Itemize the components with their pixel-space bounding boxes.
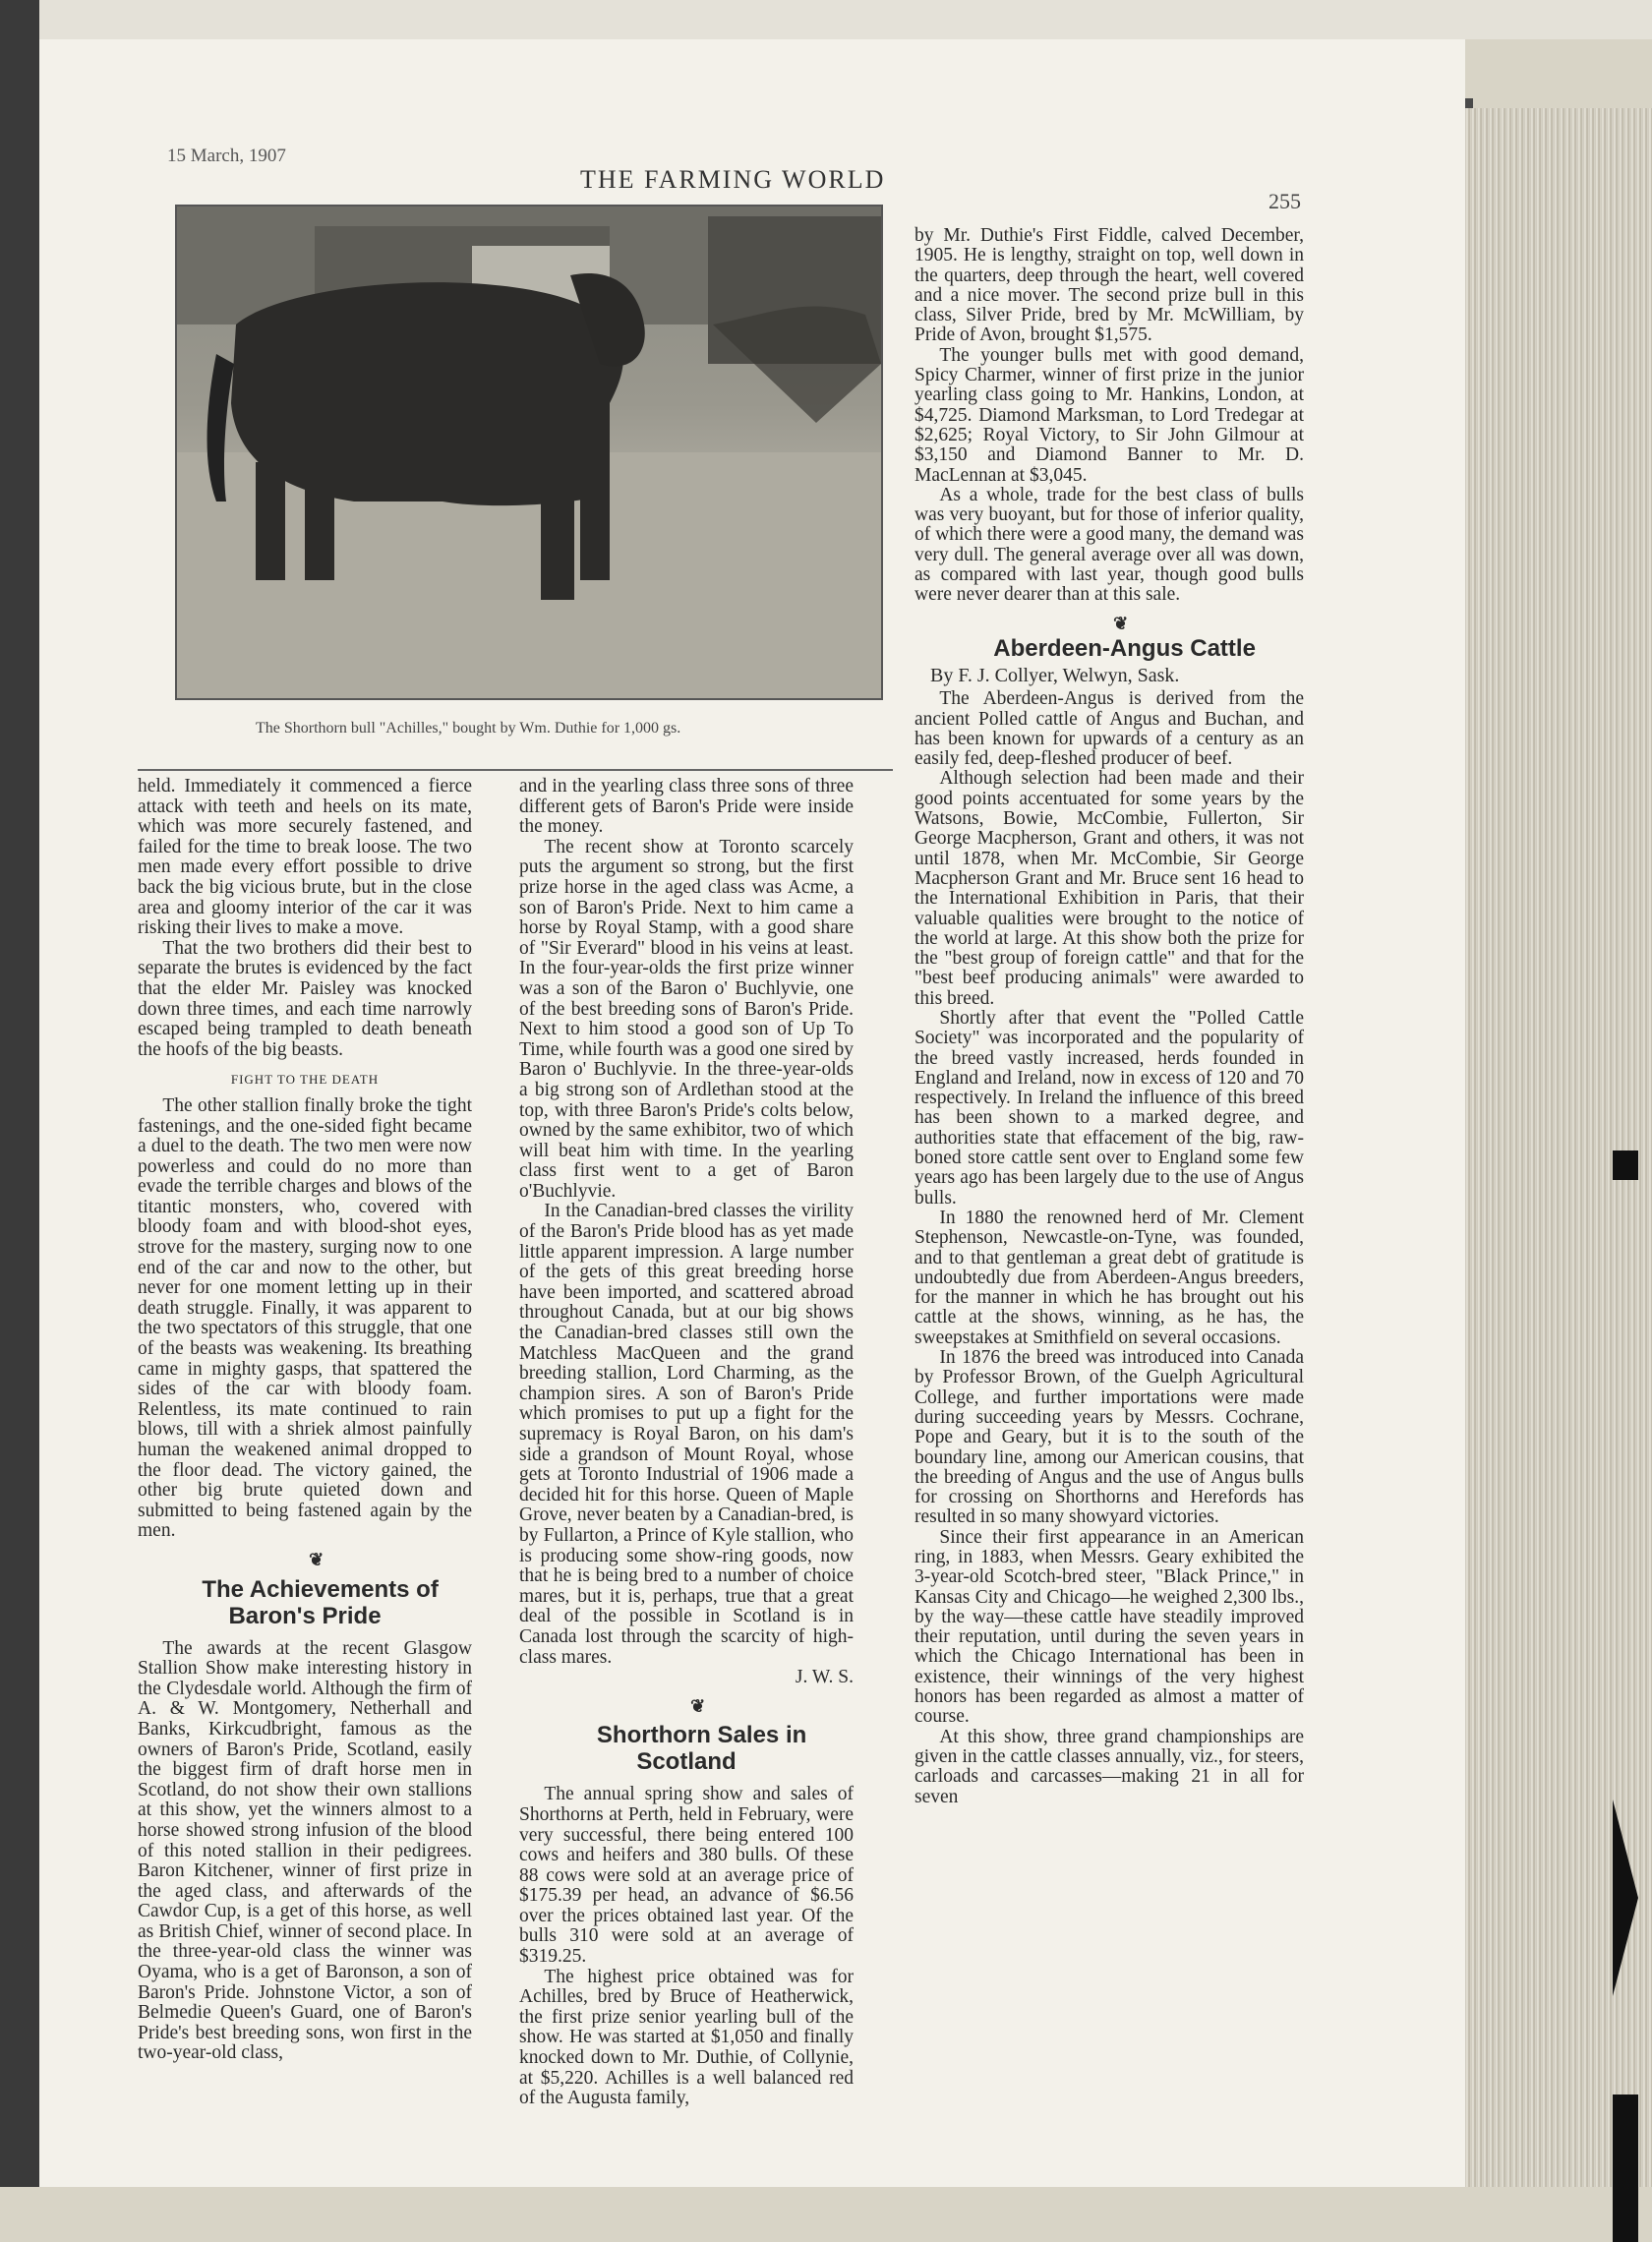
article-heading: Shorthorn Sales in Scotland xyxy=(596,1722,807,1776)
paragraph: That the two brothers did their best to separate the brutes is evidenced by the fact that the elder Mr. Paisley was knocked down three times, and each time narrowly escaped being trampled to death beneath the hoofs of the big beasts. xyxy=(138,937,472,1060)
book-page-edges xyxy=(1465,108,1652,2187)
paragraph: Although selection had been made and their good points accentuated for some years by the Watsons, Bowie, McCombie, Fullerton, Sir George Macpherson, Grant and others, it was not until 1878, when Mr. McCombie, Sir George Macpherson Grant and Mr. Bruce sent 16 head to the International Exhibition in Paris, that their valuable qualities were brought to the notice of the world at large. At this show both the prize for the "best group of foreign cattle" and that for the "best beef producing animals" were awarded to this breed. xyxy=(914,768,1304,1009)
section-ornament: ❦ xyxy=(1113,613,1129,633)
scan-left-shadow xyxy=(0,0,39,2187)
section-ornament: ❦ xyxy=(690,1695,706,1716)
paragraph: The recent show at Toronto scarcely puts the argument so strong, but the first prize horse in the aged class was Acme, a son of Baron's Pride. Next to him came a horse by Royal Stamp, with a good share of "Sir Everard" blood in his veins at least. In the four-year-olds the first prize winner was a son of the Baron o' Buchlyvie, one of the best breeding sons of Baron's Pride. Next to him stood a good son of Up To Time, while fourth was a good one sired by Baron o' Buchlyvie. In the three-year-olds a big strong son of Ardlethan stood at the top, with three Baron's Pride's colts below, owned by the same exhibitor, two of which will beat him with time. In the yearling class first went to a get of Baron o'Buchlyvie. xyxy=(519,836,854,1202)
issue-date: 15 March, 1907 xyxy=(167,146,286,166)
column-right xyxy=(914,226,1304,1807)
page-number: 255 xyxy=(1268,189,1301,213)
edge-mark xyxy=(1613,2094,1638,2242)
column-left xyxy=(138,777,472,2064)
subheading: FIGHT TO THE DEATH xyxy=(230,1072,380,1088)
paragraph: In 1876 the breed was introduced into Canada by Professor Brown, of the Guelph Agricultural College, and further importations were made during succeeding years by Messrs. Cochrane, Pope and Geary, but it is to the south of the boundary line, among our American cousins, that the breeding of Angus and the use of Angus bulls for crossing on Shorthorns and Herefords has resulted in so many showyard victories. xyxy=(914,1347,1304,1528)
article-byline: By F. J. Collyer, Welwyn, Sask. xyxy=(930,664,1180,686)
column-middle xyxy=(519,777,854,2109)
photo-caption: The Shorthorn bull "Achilles," bought by Wm. Duthie for 1,000 gs. xyxy=(256,720,681,737)
edge-mark xyxy=(1613,1150,1638,1180)
horizontal-rule xyxy=(138,769,893,771)
article-signature: J. W. S. xyxy=(795,1667,854,1688)
paragraph: The other stallion finally broke the tight fastenings, and the one-sided fight became a duel to the death. The two men were now powerless and could do no more than evade the terrible charges and blows of the titantic monsters, who, covered with bloody foam and with blood-shot eyes, strove for the mastery, surging now to one end of the car and now to the other, but never for one moment letting up in their death struggle. Finally, it was apparent to the two spectators of this struggle, that one of the beasts was weakening. Its breathing came in mighty gasps, that spattered the sides of the car with bloody foam. Relentless, its mate continued to rain blows, till with a shriek almost painfully human the weakened animal dropped to the floor dead. The victory gained, the other big brute quieted down and submitted to being fastened again by the men. xyxy=(138,1094,472,1542)
paragraph: In 1880 the renowned herd of Mr. Clement Stephenson, Newcastle-on-Tyne, was founded, and to that gentleman a great debt of gratitude is undoubtedly due from Aberdeen-Angus breeders, for the manner in which he has brought out his cattle at the shows, winning, as he has, the sweepstakes at Smithfield on several occasions. xyxy=(914,1207,1304,1348)
section-ornament: ❦ xyxy=(309,1549,324,1569)
paragraph: and in the yearling class three sons of three different gets of Baron's Pride were inside the money. xyxy=(519,776,854,838)
paragraph: held. Immediately it commenced a fierce attack with teeth and heels on its mate, which was more securely fastened, and failed for the time to break loose. The two men made every effort possible to drive back the big vicious brute, but in the close area and gloomy interior of the car it was risking their lives to make a move. xyxy=(138,776,472,939)
paragraph: The annual spring show and sales of Shorthorns at Perth, held in February, were very successful, there being entered 100 cows and heifers and 380 bulls. Of these 88 cows were sold at an average price of $175.39 per head, an advance of $6.56 over the prices obtained last year. Of the bulls 310 were sold at an average of $319.25. xyxy=(519,1784,854,1968)
paragraph: by Mr. Duthie's First Fiddle, calved December, 1905. He is lengthy, straight on top, well down in the quarters, deep through the heart, well covered and a nice mover. The second prize bull in this class, Silver Pride, bred by Mr. McWilliam, by Pride of Avon, brought $1,575. xyxy=(914,225,1304,346)
publication-title: THE FARMING WORLD xyxy=(580,165,886,194)
paragraph: The younger bulls met with good demand, Spicy Charmer, winner of first prize in the junior yearling class going to Mr. Hankins, London, at $4,725. Diamond Marksman, to Lord Tredegar at $2,625; Royal Victory, to Sir John Gilmour at $3,150 and Diamond Banner to Mr. D. MacLennan at $3,045. xyxy=(914,344,1304,486)
article-heading: The Achievements of Baron's Pride xyxy=(202,1575,439,1629)
paragraph: The Aberdeen-Angus is derived from the ancient Polled cattle of Angus and Buchan, and has been known for upwards of a century as an easily fed, deep-fleshed producer of beef. xyxy=(914,688,1304,770)
article-heading: Aberdeen-Angus Cattle xyxy=(993,634,1256,662)
paragraph: Since their first appearance in an American ring, in 1883, when Messrs. Geary exhibited the 3-year-old Scotch-bred steer, "Black Prince," in Kansas City and Chicago—he weighed 2,300 lbs., by the way—these cattle have steadily improved their reputation, until during the seven years in which the Chicago International has been in existence, their winnings of the very highest honors has been regarded as almost a matter of course. xyxy=(914,1526,1304,1728)
scan-top-margin xyxy=(0,0,1652,39)
paragraph: The awards at the recent Glasgow Stallion Show make interesting history in the Clydesdale world. Although the firm of A. & W. Montgomery, Netherhall and Banks, Kirkcudbright, famous as the owners of Baron's Pride, Scotland, easily the biggest firm of draft horse men in Scotland, do not show their own stallions at this show, yet the winners almost to a horse showed strong infusion of the blood of this noted stallion in their pedigrees. Baron Kitchener, winner of first prize in the aged class, and afterwards of the Cawdor Cup, is a get of this horse, as well as British Chief, winner of second place. In the three-year-old class the winner was Oyama, who is a get of Baronson, a son of Baron's Pride. Johnstone Victor, a son of Belmedie Queen's Guard, one of Baron's Pride's best breeding sons, won first in the two-year-old class, xyxy=(138,1637,472,2064)
paragraph: At this show, three grand championships are given in the cattle classes annually, viz., for steers, carloads and carcasses—making 21 in all for seven xyxy=(914,1726,1304,1807)
bull-illustration xyxy=(177,206,881,698)
paragraph: As a whole, trade for the best class of bulls was very buoyant, but for those of inferior quality, of which there were a good many, the demand was very dull. The general average over all was down, as compared with last year, though good bulls were never dearer than at this sale. xyxy=(914,484,1304,606)
bull-photograph xyxy=(175,205,883,700)
paragraph: The highest price obtained was for Achilles, bred by Bruce of Heatherwick, the first prize senior yearling bull of the show. He was started at $1,050 and finally knocked down to Mr. Duthie, of Collynie, at $5,220. Achilles is a well balanced red of the Augusta family, xyxy=(519,1966,854,2109)
paragraph: In the Canadian-bred classes the virility of the Baron's Pride blood has as yet made little apparent impression. A large number of the gets of this great breeding horse have been imported, and scattered abroad throughout Canada, but at our big shows the Canadian-bred classes still own the Matchless MacQueen and the grand breeding stallion, Lord Charming, as the champion sires. A son of Baron's Pride which promises to put up a fight for the supremacy is Royal Baron, on his dam's side a grandson of Mount Royal, whose gets at Toronto Industrial of 1906 made a decided hit for this horse. Queen of Maple Grove, never beaten by a Canadian-bred, is by Fullarton, a Prince of Kyle stallion, who is producing some show-ring goods, now that he is being bred to a number of choice mares, but it is, perhaps, true that a great deal of the possible in Scotland is in Canada lost through the scarcity of high-class mares. xyxy=(519,1201,854,1668)
paragraph: Shortly after that event the "Polled Cattle Society" was incorporated and the popularity of the breed vastly increased, herds founded in England and Ireland, now in excess of 120 and 70 respectively. In Ireland the influence of this breed has been shown to a marked degree, and authorities state that effacement of the big, raw-boned store cattle sent over to England some few years ago has been largely due to the use of Angus bulls. xyxy=(914,1007,1304,1209)
edge-mark xyxy=(1613,1800,1638,1996)
